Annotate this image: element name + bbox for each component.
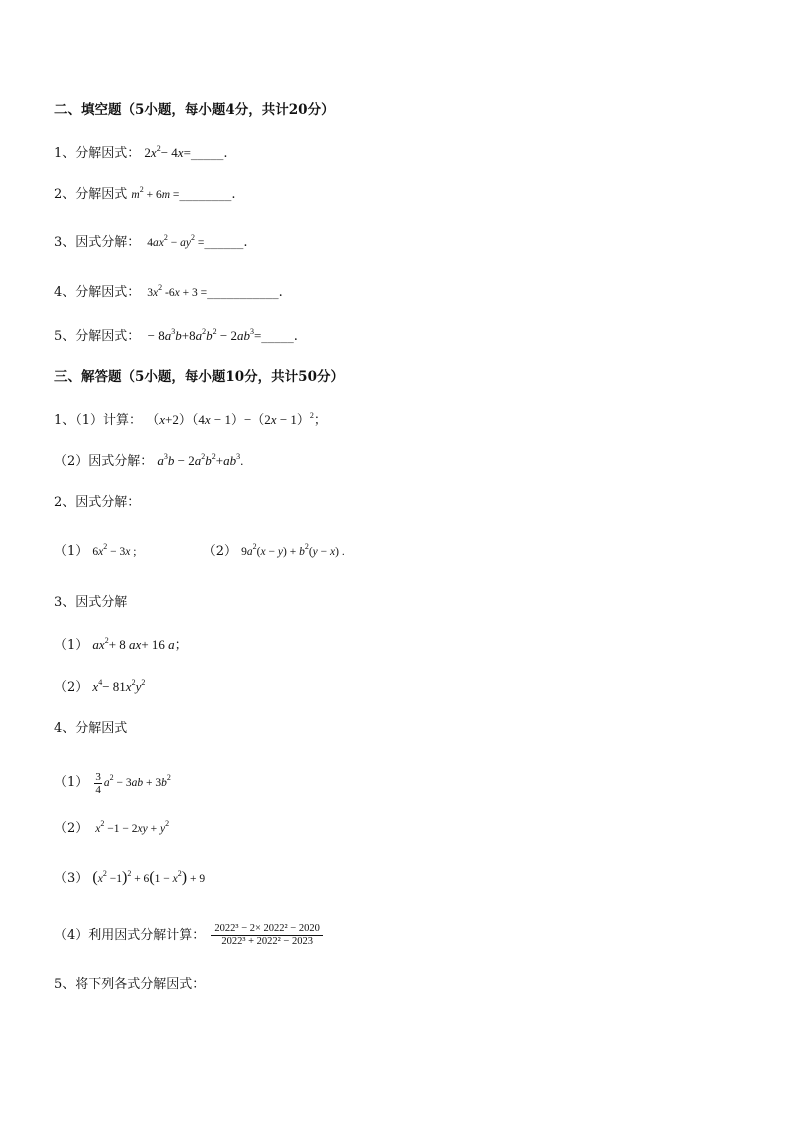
section-3-heading: 三、解答题（5小题，每小题10分，共计50分） [54, 369, 344, 385]
answer-question-2: 2、因式分解： [54, 495, 141, 510]
fill-question-5: 5、分解因式： − $8a^3b+8a^2b^2$ − $2ab^3=\_\_\_\_\_$. [54, 327, 298, 344]
answer-question-4-part-4 [54, 919, 325, 953]
part-label: （4）利用因式分解计算： [54, 928, 206, 943]
part-label: （1） [54, 544, 89, 559]
question-label: 3、因式分解： [54, 235, 141, 250]
part-label: （2） [54, 821, 89, 836]
math-expression: $a^3b - 2a^2b^2+ab^3$. [157, 452, 244, 468]
part-label: （2） [54, 680, 89, 695]
answer-blank[interactable]: ______ [204, 235, 244, 250]
question-label: 2、分解因式 [54, 187, 128, 202]
math-expression: $3x^2$ -6x + 3 = [144, 283, 208, 299]
answer-question-3: 3、因式分解 [54, 595, 128, 610]
answer-blank[interactable]: _____ [190, 146, 224, 161]
answer-question-5: 5、将下列各式分解因式： [54, 977, 206, 992]
fill-question-4: 4、分解因式： $3x^2$ -6x + 3 =___________. [54, 283, 283, 300]
math-expression: $ax^2+ 8$ ax+ 16 a； [92, 636, 188, 652]
fraction: $\frac{\text{2022³ − 2× 2022² − 2020}}{\text{2022³ + 2022² − 2023}}$ [211, 923, 322, 948]
answer-question-4-part-2 [54, 820, 169, 838]
math-expression: $4ax^2 - ay^2$ = [144, 233, 205, 249]
fill-question-1: 1、分解因式： $2x^2-$ 4x=_____. [54, 144, 228, 161]
part-label: （2） [202, 544, 238, 559]
math-expression: $(x+2)(4x - 1)-(2x - 1)^2$； [146, 411, 327, 427]
section-2-heading: 二、填空题（5小题，每小题4分，共计20分） [54, 102, 335, 118]
part-label: （1） [54, 638, 89, 653]
answer-question-4-part-3 [54, 869, 205, 888]
question-label: 5、分解因式： [54, 329, 141, 344]
math-expression: $x^4- 81x^2y^2$ [92, 678, 146, 694]
math-expression: $\frac{3}{4}$ $a^2 - 3ab + 3b^2$ [95, 770, 171, 796]
part-label: （3） [54, 871, 89, 886]
question-label: 1、分解因式： [54, 146, 141, 161]
question-label: 4、分解因式： [54, 285, 141, 300]
answer-blank[interactable]: ___________ [207, 285, 279, 300]
answer-blank[interactable]: ________ [179, 187, 232, 202]
question-label: 1、（1）计算： [54, 413, 143, 428]
answer-question-1-part-1 [54, 411, 327, 430]
answer-question-2-parts [54, 543, 345, 561]
fill-question-2: 2、分解因式 $m^2 + 6m$ =________. [54, 185, 236, 202]
question-label: （2）因式分解： [54, 454, 154, 469]
math-expression: $m^2 + 6m$ = [131, 185, 180, 201]
math-expression: $x^2 -1 - 2xy + y^2$ [95, 819, 170, 835]
part-label: （1） [54, 775, 89, 790]
math-expression: $6x^2 - 3x$ ; [92, 542, 137, 558]
math-expression: $2x^2- 4x=$ [144, 144, 191, 160]
answer-question-1-part-2 [54, 452, 243, 471]
answer-blank[interactable]: _____ [261, 329, 294, 344]
answer-question-3-part-2 [54, 678, 145, 697]
fraction: $\frac{3}{4}$ [95, 770, 101, 796]
fill-question-3: 3、因式分解： $4ax^2 - ay^2$ =______. [54, 233, 248, 250]
math-expression: $(x^2 -1)^2 + 6(1 - x^2) + 9$ [92, 869, 206, 886]
math-expression: − $8a^3b+8a^2b^2 - 2ab^3=$ [144, 327, 262, 343]
answer-question-4-part-1 [54, 766, 171, 800]
math-expression: $9a^2(x - y) + b^2(y - x)$ . [241, 542, 345, 558]
answer-question-4: 4、分解因式 [54, 721, 128, 736]
answer-question-3-part-1 [54, 636, 188, 655]
